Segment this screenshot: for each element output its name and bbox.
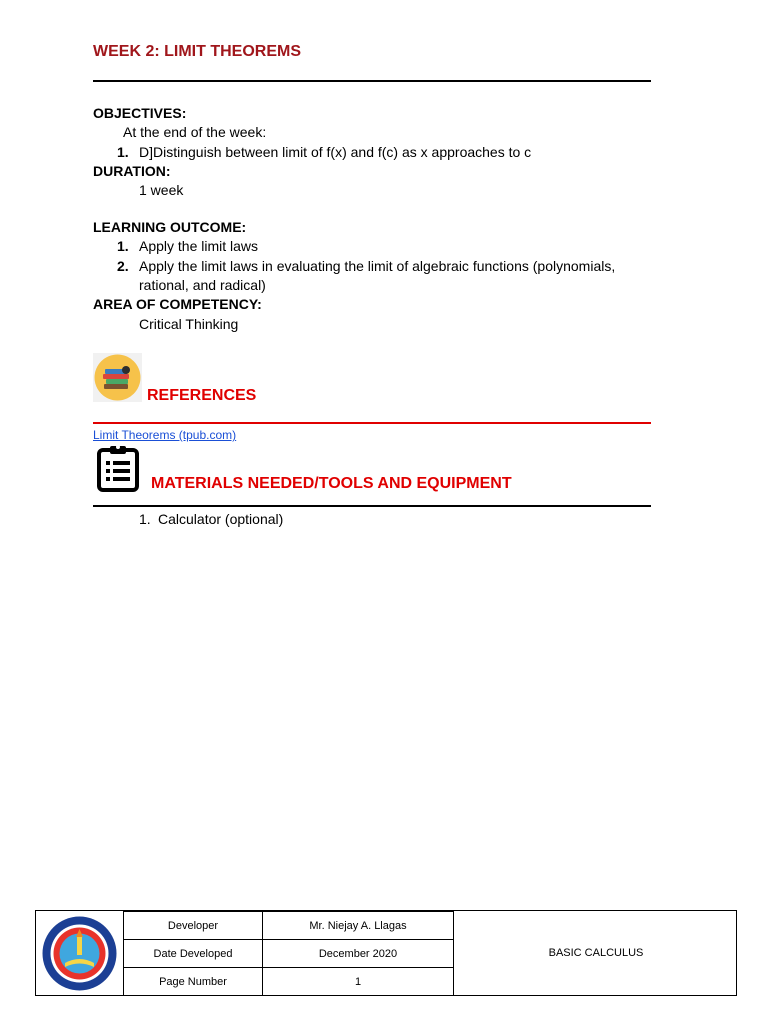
objective-number: 1. xyxy=(117,144,129,160)
competency-heading: AREA OF COMPETENCY: xyxy=(93,296,262,312)
divider xyxy=(93,422,651,424)
outcome-text-continued: rational, and radical) xyxy=(139,277,266,293)
subject-name: BASIC CALCULUS xyxy=(453,911,738,995)
school-seal-logo xyxy=(41,915,118,992)
outcome-number: 1. xyxy=(117,238,129,254)
objectives-heading: OBJECTIVES: xyxy=(93,105,187,121)
outcome-text: Apply the limit laws xyxy=(139,238,259,254)
footer-value: 1 xyxy=(263,968,454,996)
clipboard-icon xyxy=(96,444,140,492)
outcome-text: Apply the limit laws in evaluating the limit of algebraic functions (polynomials, xyxy=(139,258,616,274)
page-title: WEEK 2: LIMIT THEOREMS xyxy=(93,43,301,60)
footer-table xyxy=(35,910,737,996)
divider xyxy=(93,505,651,507)
footer-value: Mr. Niejay A. Llagas xyxy=(263,912,454,940)
learning-outcome-heading: LEARNING OUTCOME: xyxy=(93,219,247,235)
materials-heading: MATERIALS NEEDED/TOOLS AND EQUIPMENT xyxy=(151,475,512,492)
outcome-number: 2. xyxy=(117,258,129,274)
divider xyxy=(93,80,651,82)
footer-label: Page Number xyxy=(124,968,263,996)
footer-value: December 2020 xyxy=(263,940,454,968)
reference-link[interactable]: Limit Theorems (tpub.com) xyxy=(93,428,237,442)
objective-text: D]Distinguish between limit of f(x) and f(c) as x approaches to c xyxy=(139,144,532,160)
footer-label: Developer xyxy=(124,912,263,940)
material-text: Calculator (optional) xyxy=(158,511,284,527)
objectives-intro: At the end of the week: xyxy=(123,124,267,140)
books-icon xyxy=(93,353,142,402)
references-heading: REFERENCES xyxy=(147,387,257,404)
material-number: 1. xyxy=(139,511,151,527)
competency-value: Critical Thinking xyxy=(139,316,239,332)
footer-label: Date Developed xyxy=(124,940,263,968)
duration-value: 1 week xyxy=(139,182,184,198)
duration-heading: DURATION: xyxy=(93,163,171,179)
